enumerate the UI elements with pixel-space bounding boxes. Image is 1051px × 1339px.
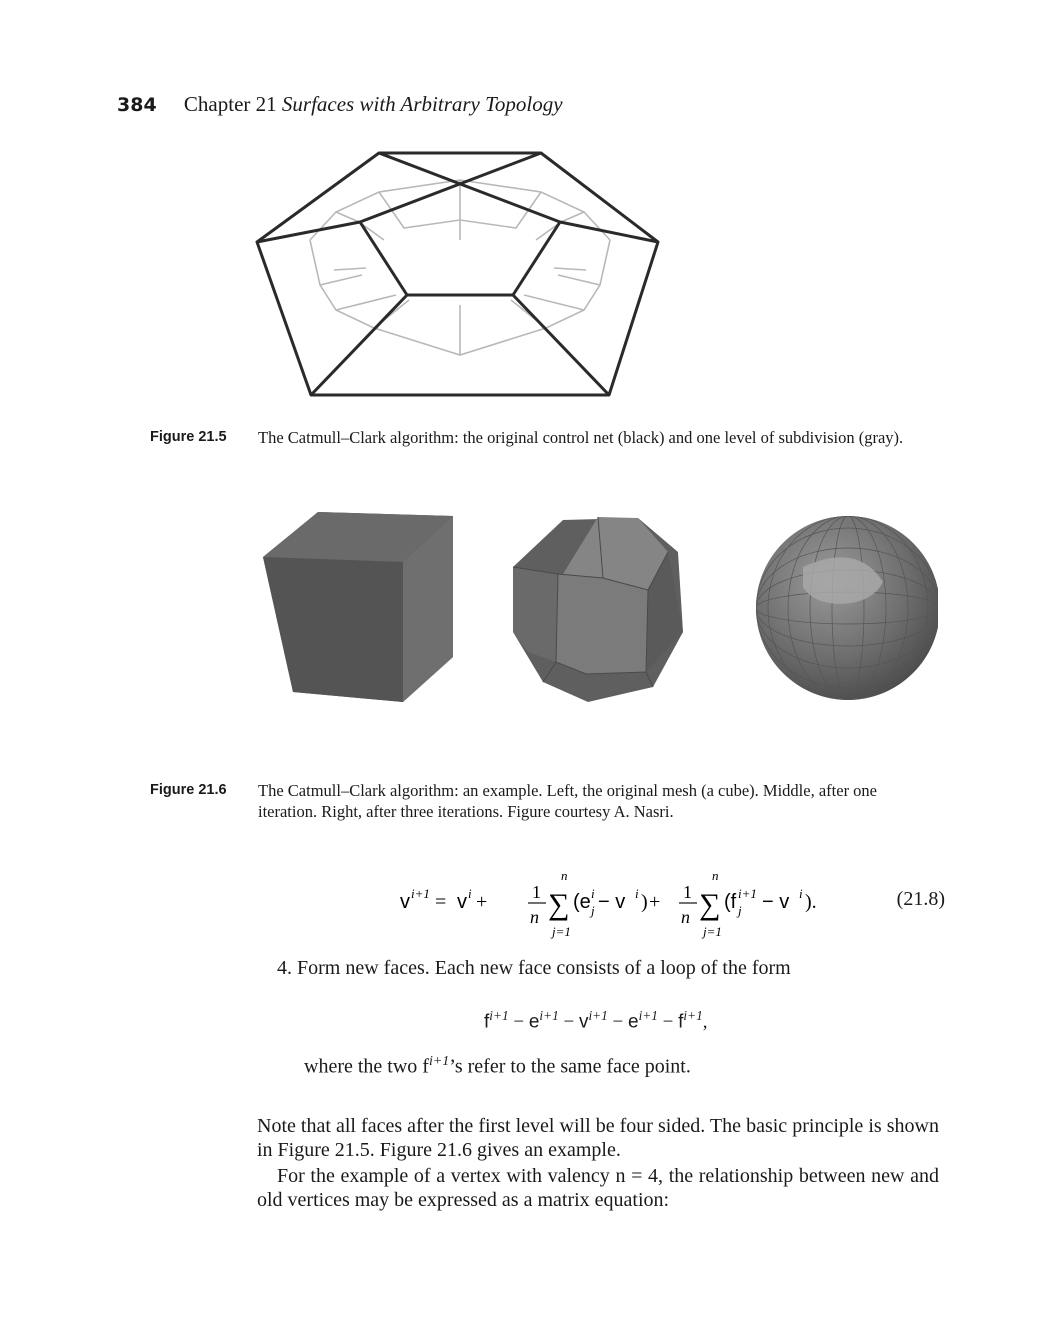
formula-dash-4: − (657, 1011, 679, 1033)
eq-frac1-num: 1 (532, 882, 541, 902)
list-item-4: 4. Form new faces. Each new face consists of a loop of the form (277, 957, 791, 979)
eq-plus-1: + (476, 891, 488, 913)
chapter-label: Chapter 21 (183, 92, 277, 116)
formula-dash-1: − (508, 1011, 529, 1033)
eq-v: v (457, 891, 467, 913)
eq-frac2-num: 1 (683, 882, 692, 902)
formula-e2: e (628, 1011, 639, 1033)
formula-f1: f (484, 1011, 490, 1033)
paragraph-2: For the example of a vertex with valency n = 4, the relationship between new and old vertices may be expressed as a matrix equation: (257, 1165, 939, 1211)
formula-v: v (578, 1011, 589, 1033)
three-iterations-mesh (756, 516, 938, 700)
formula-sup-3: i+1 (588, 1008, 608, 1023)
paragraph-1: Note that all faces after the first level will be four sided. The basic principle is shown in Figure 21.5. Figure 21.6 gives an example. (257, 1115, 939, 1161)
eq-term1-sub: j (591, 903, 595, 918)
eq-frac2-den: n (681, 907, 690, 927)
figure-21-6-renderings (258, 512, 938, 707)
where-line (304, 1054, 691, 1079)
eq-term2: (f (724, 891, 737, 913)
chapter-title: Surfaces with Arbitrary Topology (281, 92, 563, 116)
equation-21-8 (400, 868, 945, 938)
eq-term2-sub: j (738, 903, 742, 918)
eq-sum2-top: n (712, 868, 719, 883)
eq-sum2-bottom: j=1 (703, 924, 722, 939)
eq-term1: (e (573, 891, 591, 913)
formula-dash-3: − (607, 1011, 628, 1033)
formula-sup-2: i+1 (539, 1008, 559, 1023)
eq-term2-close: ). (805, 891, 817, 913)
subdivision-net-gray (310, 180, 610, 355)
cube-mesh (263, 512, 453, 702)
formula-sup-1: i+1 (489, 1008, 509, 1023)
eq-term2-sup: i+1 (738, 886, 757, 901)
caption-text: The Catmull–Clark algorithm: an example. Left, the original mesh (a cube). Middle, after one iteration. Right, after three iterations. Figure courtesy A. Nasri. (258, 781, 878, 821)
eq-sum2-sigma: ∑ (699, 888, 721, 921)
figure-label: Figure 21.6 (150, 782, 227, 798)
eq-frac1-den: n (530, 907, 539, 927)
page-number: 384 (117, 94, 157, 116)
eq-term1-close: ) (641, 891, 648, 913)
equation-number: (21.8) (896, 888, 945, 910)
eq-plus-2: + (649, 891, 661, 913)
eq-sum1-bottom: j=1 (552, 924, 571, 939)
figure-21-5-control-net (254, 150, 666, 400)
eq-sum1-sigma: ∑ (548, 888, 570, 921)
face-loop-formula (484, 1008, 707, 1033)
figure-21-6-caption (150, 780, 940, 822)
eq-term1-sup: i (591, 886, 595, 901)
one-iteration-mesh (513, 517, 683, 702)
eq-lhs-sup: i+1 (411, 886, 430, 901)
formula-dash-2: − (558, 1011, 579, 1033)
equation-body (400, 868, 840, 940)
eq-sum1-top: n (561, 868, 568, 883)
eq-term2-rest: − v (762, 891, 790, 913)
eq-lhs: v (400, 891, 410, 913)
figure-21-5-caption (150, 427, 940, 448)
formula-end: , (702, 1011, 708, 1033)
where-post: ’s refer to the same face point. (449, 1055, 691, 1078)
eq-sign: = (435, 891, 447, 913)
formula-f2: f (678, 1011, 684, 1033)
where-sup: i+1 (428, 1054, 450, 1069)
caption-text: The Catmull–Clark algorithm: the original control net (black) and one level of subdivision (gray). (258, 428, 904, 447)
where-pre: where the two f (304, 1055, 429, 1078)
formula-sup-4: i+1 (638, 1008, 658, 1023)
figure-label: Figure 21.5 (150, 429, 227, 445)
eq-v-sup: i (468, 886, 472, 901)
formula-sup-5: i+1 (683, 1008, 703, 1023)
running-header (117, 92, 563, 117)
eq-term1-rest: − v (598, 891, 626, 913)
formula-e1: e (528, 1011, 540, 1033)
eq-term2-rest-sup: i (799, 886, 803, 901)
eq-term1-rest-sup: i (635, 886, 639, 901)
